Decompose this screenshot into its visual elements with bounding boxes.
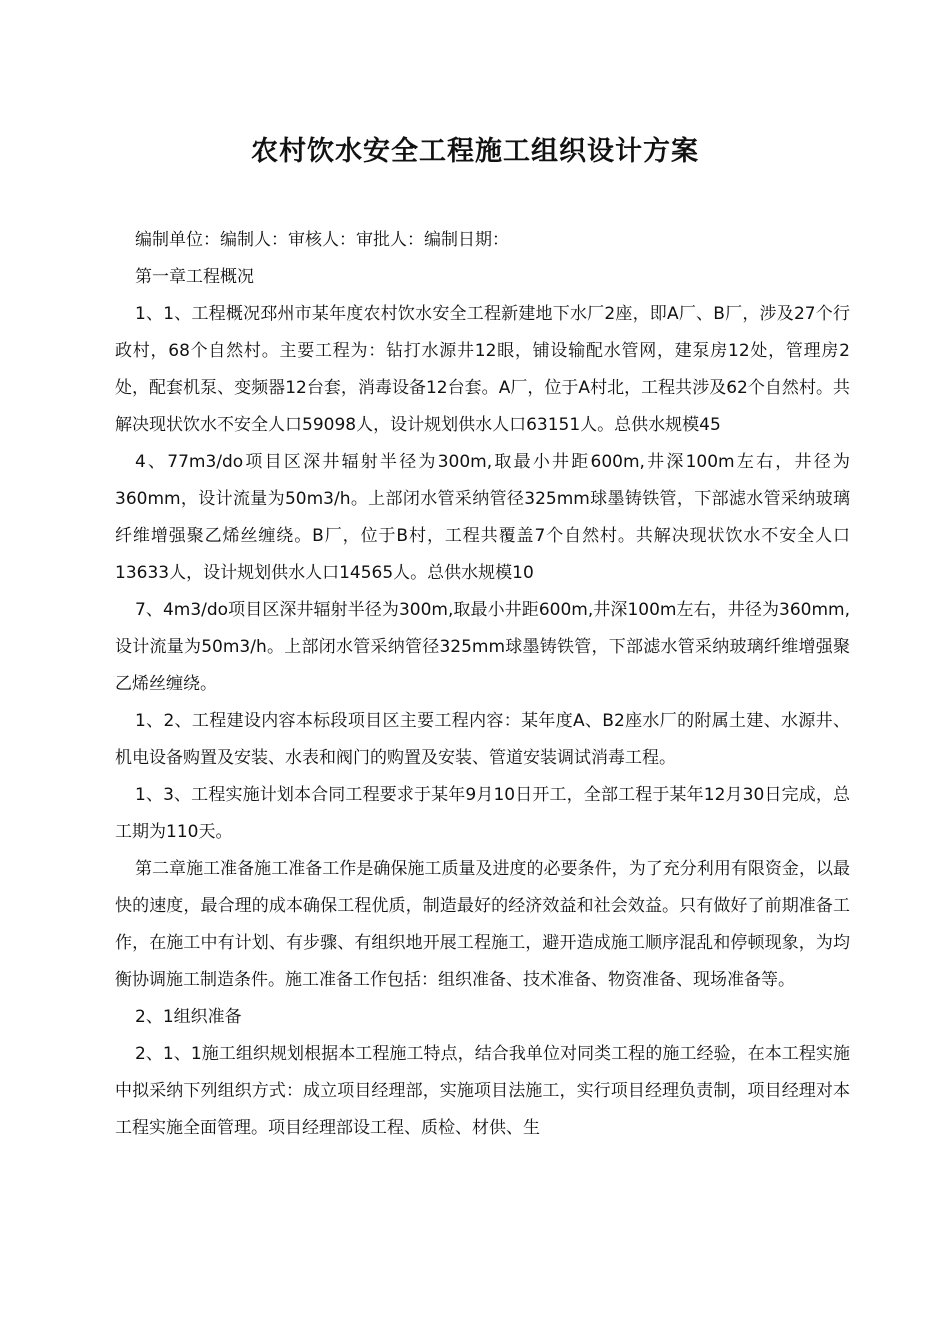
document-title: 农村饮水安全工程施工组织设计方案 <box>251 136 699 167</box>
paragraph-chapter-two-preparation: 第二章施工准备施工准备工作是确保施工质量及进度的必要条件，为了充分利用有限资金，以最快的速度，最合理的成本确保工程优质，制造最好的经济效益和社会效益。只有做好了前期准备工作，在施工中有计划、有步骤、有组织地开展工程施工，避开造成施工顺序混乱和停顿现象，为均衡协调施工制造条件。施工准备工作包括：组织准备、技术准备、物资准备、现场准备等。 <box>115 859 850 990</box>
paragraph-compilation-info: 编制单位：编制人：审核人：审批人：编制日期： <box>135 230 509 250</box>
paragraph-plant-b-wells: 7、4m3/do项目区深井辐射半径为300m,取最小井距600m,井深100m左右，井径为360mm,设计流量为50m3/h。上部闭水管采纳管径325mm球墨铸铁管，下部滤水管采纳玻璃纤维增强聚乙烯丝缠绕。 <box>115 600 850 694</box>
paragraph-plant-a-wells: 4、77m3/do项目区深井辐射半径为300m,取最小井距600m,井深100m左右，井径为360mm，设计流量为50m3/h。上部闭水管采纳管径325mm球墨铸铁管，下部滤水管采纳玻璃纤维增强聚乙烯丝缠绕。B厂，位于B村，工程共覆盖7个自然村。共解决现状饮水不安全人口13633人，设计规划供水人口14565人。总供水规模10 <box>115 452 850 583</box>
paragraph-construction-content: 1、2、工程建设内容本标段项目区主要工程内容：某年度A、B2座水厂的附属土建、水源井、机电设备购置及安装、水表和阀门的购置及安装、管道安装调试消毒工程。 <box>115 711 850 768</box>
paragraph-organization-planning: 2、1、1施工组织规划根据本工程施工特点，结合我单位对同类工程的施工经验，在本工程实施中拟采纳下列组织方式：成立项目经理部，实施项目法施工，实行项目经理负责制，项目经理对本工程实施全面管理。项目经理部设工程、质检、材供、生 <box>115 1044 850 1138</box>
paragraph-organization-prep-heading: 2、1组织准备 <box>135 1007 242 1027</box>
paragraph-project-overview: 1、1、工程概况邳州市某年度农村饮水安全工程新建地下水厂2座，即A厂、B厂，涉及27个行政村，68个自然村。主要工程为：钻打水源井12眼，铺设输配水管网，建泵房12处，管理房2处，配套机泵、变频器12台套，消毒设备12台套。A厂，位于A村北，工程共涉及62个自然村。共解决现状饮水不安全人口59098人，设计规划供水人口63151人。总供水规模45 <box>115 304 850 435</box>
paragraph-implementation-plan: 1、3、工程实施计划本合同工程要求于某年9月10日开工，全部工程于某年12月30日完成，总工期为110天。 <box>115 785 850 842</box>
paragraph-chapter-one-heading: 第一章工程概况 <box>135 267 254 287</box>
document-body <box>115 222 850 1147</box>
